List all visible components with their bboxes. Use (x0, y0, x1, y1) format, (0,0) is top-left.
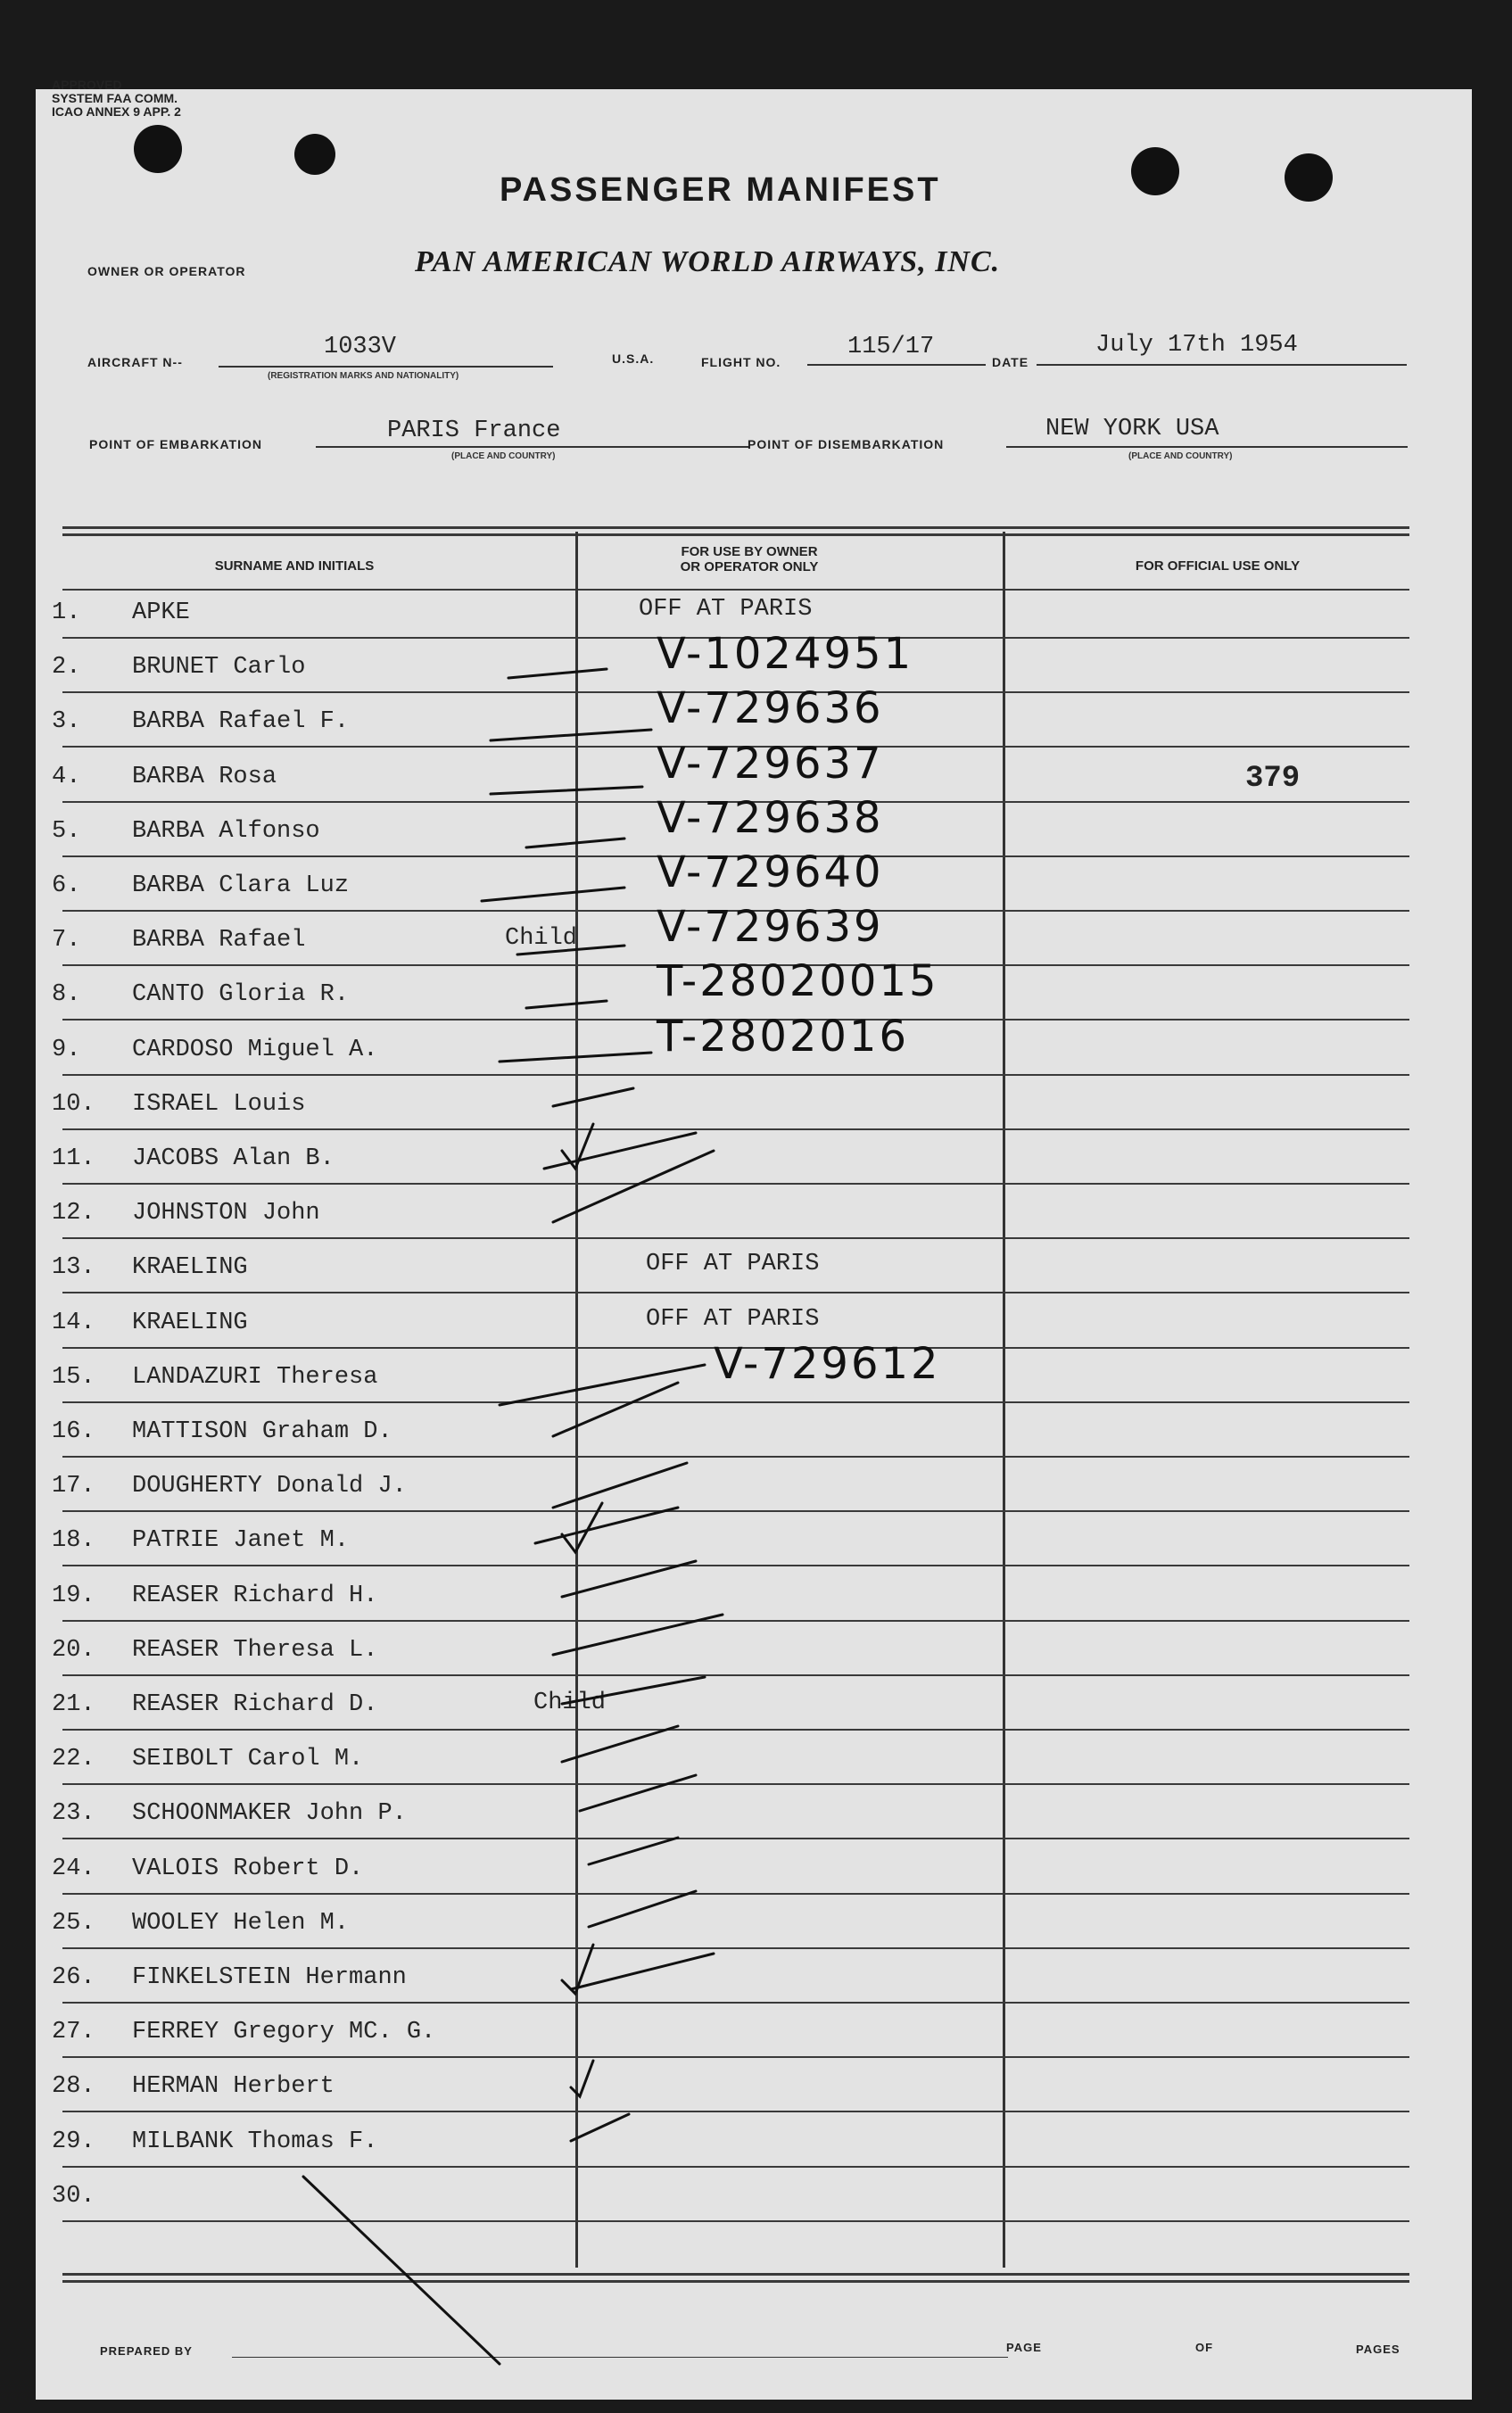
pen-stroke (562, 1677, 705, 1704)
pen-stroke (517, 946, 624, 954)
ticket-number: V-729638 (657, 793, 884, 843)
pen-stroke (553, 1615, 723, 1655)
row-number: 21. (52, 1691, 95, 1718)
row-number: 9. (52, 1037, 81, 1063)
ticket-number: V-729636 (657, 683, 884, 733)
row-number: 10. (52, 1091, 95, 1118)
approval-line: ICAO ANNEX 9 APP. 2 (52, 104, 181, 119)
passenger-name: BRUNET Carlo (132, 654, 306, 681)
aircraft-label: AIRCRAFT N-- (87, 355, 183, 369)
passenger-note: Child (505, 925, 578, 952)
passenger-name: LANDAZURI Theresa (132, 1364, 378, 1391)
pen-stroke (553, 1088, 633, 1106)
pen-stroke (508, 669, 607, 678)
passenger-name: KRAELING (132, 1310, 248, 1336)
row-number: 12. (52, 1200, 95, 1227)
disembark-place: NEW YORK USA (1045, 416, 1219, 442)
date-label: DATE (992, 355, 1029, 369)
passenger-name: SEIBOLT Carol M. (132, 1746, 364, 1773)
row-number: 14. (52, 1310, 95, 1336)
pen-stroke (589, 1838, 678, 1864)
pen-stroke (562, 1726, 678, 1762)
pen-stroke (580, 1775, 696, 1811)
passenger-name: BARBA Rafael F. (132, 708, 350, 735)
row-number: 30. (52, 2183, 95, 2210)
column-header-official: FOR OFFICIAL USE ONLY (1135, 558, 1301, 574)
ticket-number: V-729637 (657, 739, 884, 789)
passenger-name: DOUGHERTY Donald J. (132, 1473, 407, 1500)
owner-name: PAN AMERICAN WORLD AIRWAYS, INC. (415, 245, 1001, 278)
passenger-name: REASER Richard H. (132, 1582, 378, 1609)
row-number: 11. (52, 1145, 95, 1172)
operator-note: OFF AT PARIS (646, 1251, 820, 1277)
pen-stroke (544, 1133, 696, 1169)
flight-number: 115/17 (847, 334, 935, 360)
row-number: 17. (52, 1473, 95, 1500)
embark-sublabel: (PLACE AND COUNTRY) (451, 451, 556, 461)
ticket-number: T-28020015 (657, 956, 939, 1006)
ticket-number: T-2802016 (657, 1012, 910, 1062)
row-number: 24. (52, 1855, 95, 1882)
column-header-name: SURNAME AND INITIALS (214, 558, 375, 574)
pen-stroke (482, 888, 624, 901)
nationality: U.S.A. (612, 351, 655, 366)
row-number: 13. (52, 1254, 95, 1281)
passenger-name: KRAELING (132, 1254, 248, 1281)
passenger-name: MATTISON Graham D. (132, 1418, 392, 1445)
passenger-name: CANTO Gloria R. (132, 981, 350, 1008)
passenger-name: VALOIS Robert D. (132, 1855, 364, 1882)
pen-stroke (562, 1561, 696, 1597)
operator-header-line: OR OPERATOR ONLY (680, 559, 819, 574)
pages-label: PAGES (1356, 2343, 1400, 2356)
passenger-name: APKE (132, 599, 190, 626)
row-number: 22. (52, 1746, 95, 1773)
flight-label: FLIGHT NO. (701, 355, 781, 369)
operator-note: OFF AT PARIS (646, 1306, 820, 1333)
ticket-number: V-1024951 (657, 629, 914, 679)
pen-stroke (571, 2061, 593, 2096)
disembark-label: POINT OF DISEMBARKATION (748, 437, 945, 451)
passenger-name: HERMAN Herbert (132, 2073, 335, 2100)
row-number: 16. (52, 1418, 95, 1445)
passenger-name: CARDOSO Miguel A. (132, 1037, 378, 1063)
page-title: PASSENGER MANIFEST (500, 171, 941, 209)
passenger-name: WOOLEY Helen M. (132, 1910, 350, 1937)
pen-stroke (491, 787, 642, 794)
embark-label: POINT OF EMBARKATION (89, 437, 262, 451)
row-number: 6. (52, 872, 81, 899)
pen-stroke (491, 730, 651, 740)
row-number: 4. (52, 764, 81, 790)
disembark-sublabel: (PLACE AND COUNTRY) (1128, 451, 1233, 461)
passenger-name: REASER Richard D. (132, 1691, 378, 1718)
embark-place: PARIS France (387, 417, 561, 444)
passenger-name: FINKELSTEIN Hermann (132, 1964, 407, 1991)
page-label: PAGE (1006, 2341, 1042, 2354)
official-mark: 379 (1245, 762, 1301, 796)
row-number: 29. (52, 2128, 95, 2155)
passenger-name: ISRAEL Louis (132, 1091, 306, 1118)
pen-stroke (535, 1508, 678, 1543)
prepared-label: PREPARED BY (100, 2344, 193, 2358)
passenger-name: REASER Theresa L. (132, 1637, 378, 1664)
row-number: 28. (52, 2073, 95, 2100)
operator-header-line: FOR USE BY OWNER (681, 544, 818, 559)
passenger-name: BARBA Rosa (132, 764, 277, 790)
pen-stroke (589, 1891, 696, 1927)
row-number: 20. (52, 1637, 95, 1664)
row-number: 25. (52, 1910, 95, 1937)
row-number: 5. (52, 818, 81, 845)
row-number: 26. (52, 1964, 95, 1991)
row-number: 8. (52, 981, 81, 1008)
passenger-name: JACOBS Alan B. (132, 1145, 335, 1172)
passenger-name: MILBANK Thomas F. (132, 2128, 378, 2155)
passenger-name: SCHOONMAKER John P. (132, 1800, 407, 1827)
row-number: 7. (52, 927, 81, 954)
passenger-note: Child (533, 1690, 607, 1716)
approval-line: SYSTEM FAA COMM. (52, 91, 178, 105)
pen-stroke (562, 1124, 593, 1169)
pen-stroke (571, 2114, 629, 2141)
row-number: 2. (52, 654, 81, 681)
row-number: 1. (52, 599, 81, 626)
row-number: 18. (52, 1527, 95, 1554)
row-number: 15. (52, 1364, 95, 1391)
ticket-number: V-729639 (657, 902, 884, 952)
approval-line: APPROVED (52, 78, 122, 92)
pen-stroke (500, 1053, 651, 1062)
passenger-name: BARBA Clara Luz (132, 872, 350, 899)
passenger-name: PATRIE Janet M. (132, 1527, 350, 1554)
ticket-number: V-729612 (714, 1339, 941, 1389)
aircraft-registration: 1033V (324, 334, 397, 360)
pen-stroke (571, 1954, 714, 1989)
flight-date: July 17th 1954 (1095, 332, 1298, 359)
passenger-name: FERREY Gregory MC. G. (132, 2019, 436, 2045)
of-label: OF (1195, 2341, 1214, 2354)
passenger-name: BARBA Rafael (132, 927, 306, 954)
pen-stroke (526, 839, 624, 847)
passenger-name: JOHNSTON John (132, 1200, 320, 1227)
pen-stroke (526, 1001, 607, 1008)
aircraft-sublabel: (REGISTRATION MARKS AND NATIONALITY) (268, 371, 459, 381)
owner-label: OWNER OR OPERATOR (87, 264, 246, 278)
row-number: 3. (52, 708, 81, 735)
passenger-name: BARBA Alfonso (132, 818, 320, 845)
row-number: 23. (52, 1800, 95, 1827)
ticket-number: V-729640 (657, 847, 884, 897)
row-number: 27. (52, 2019, 95, 2045)
row-number: 19. (52, 1582, 95, 1609)
pen-stroke (303, 2177, 500, 2364)
pen-stroke (562, 1945, 593, 1994)
pen-stroke (553, 1463, 687, 1508)
operator-note: OFF AT PARIS (639, 596, 813, 623)
